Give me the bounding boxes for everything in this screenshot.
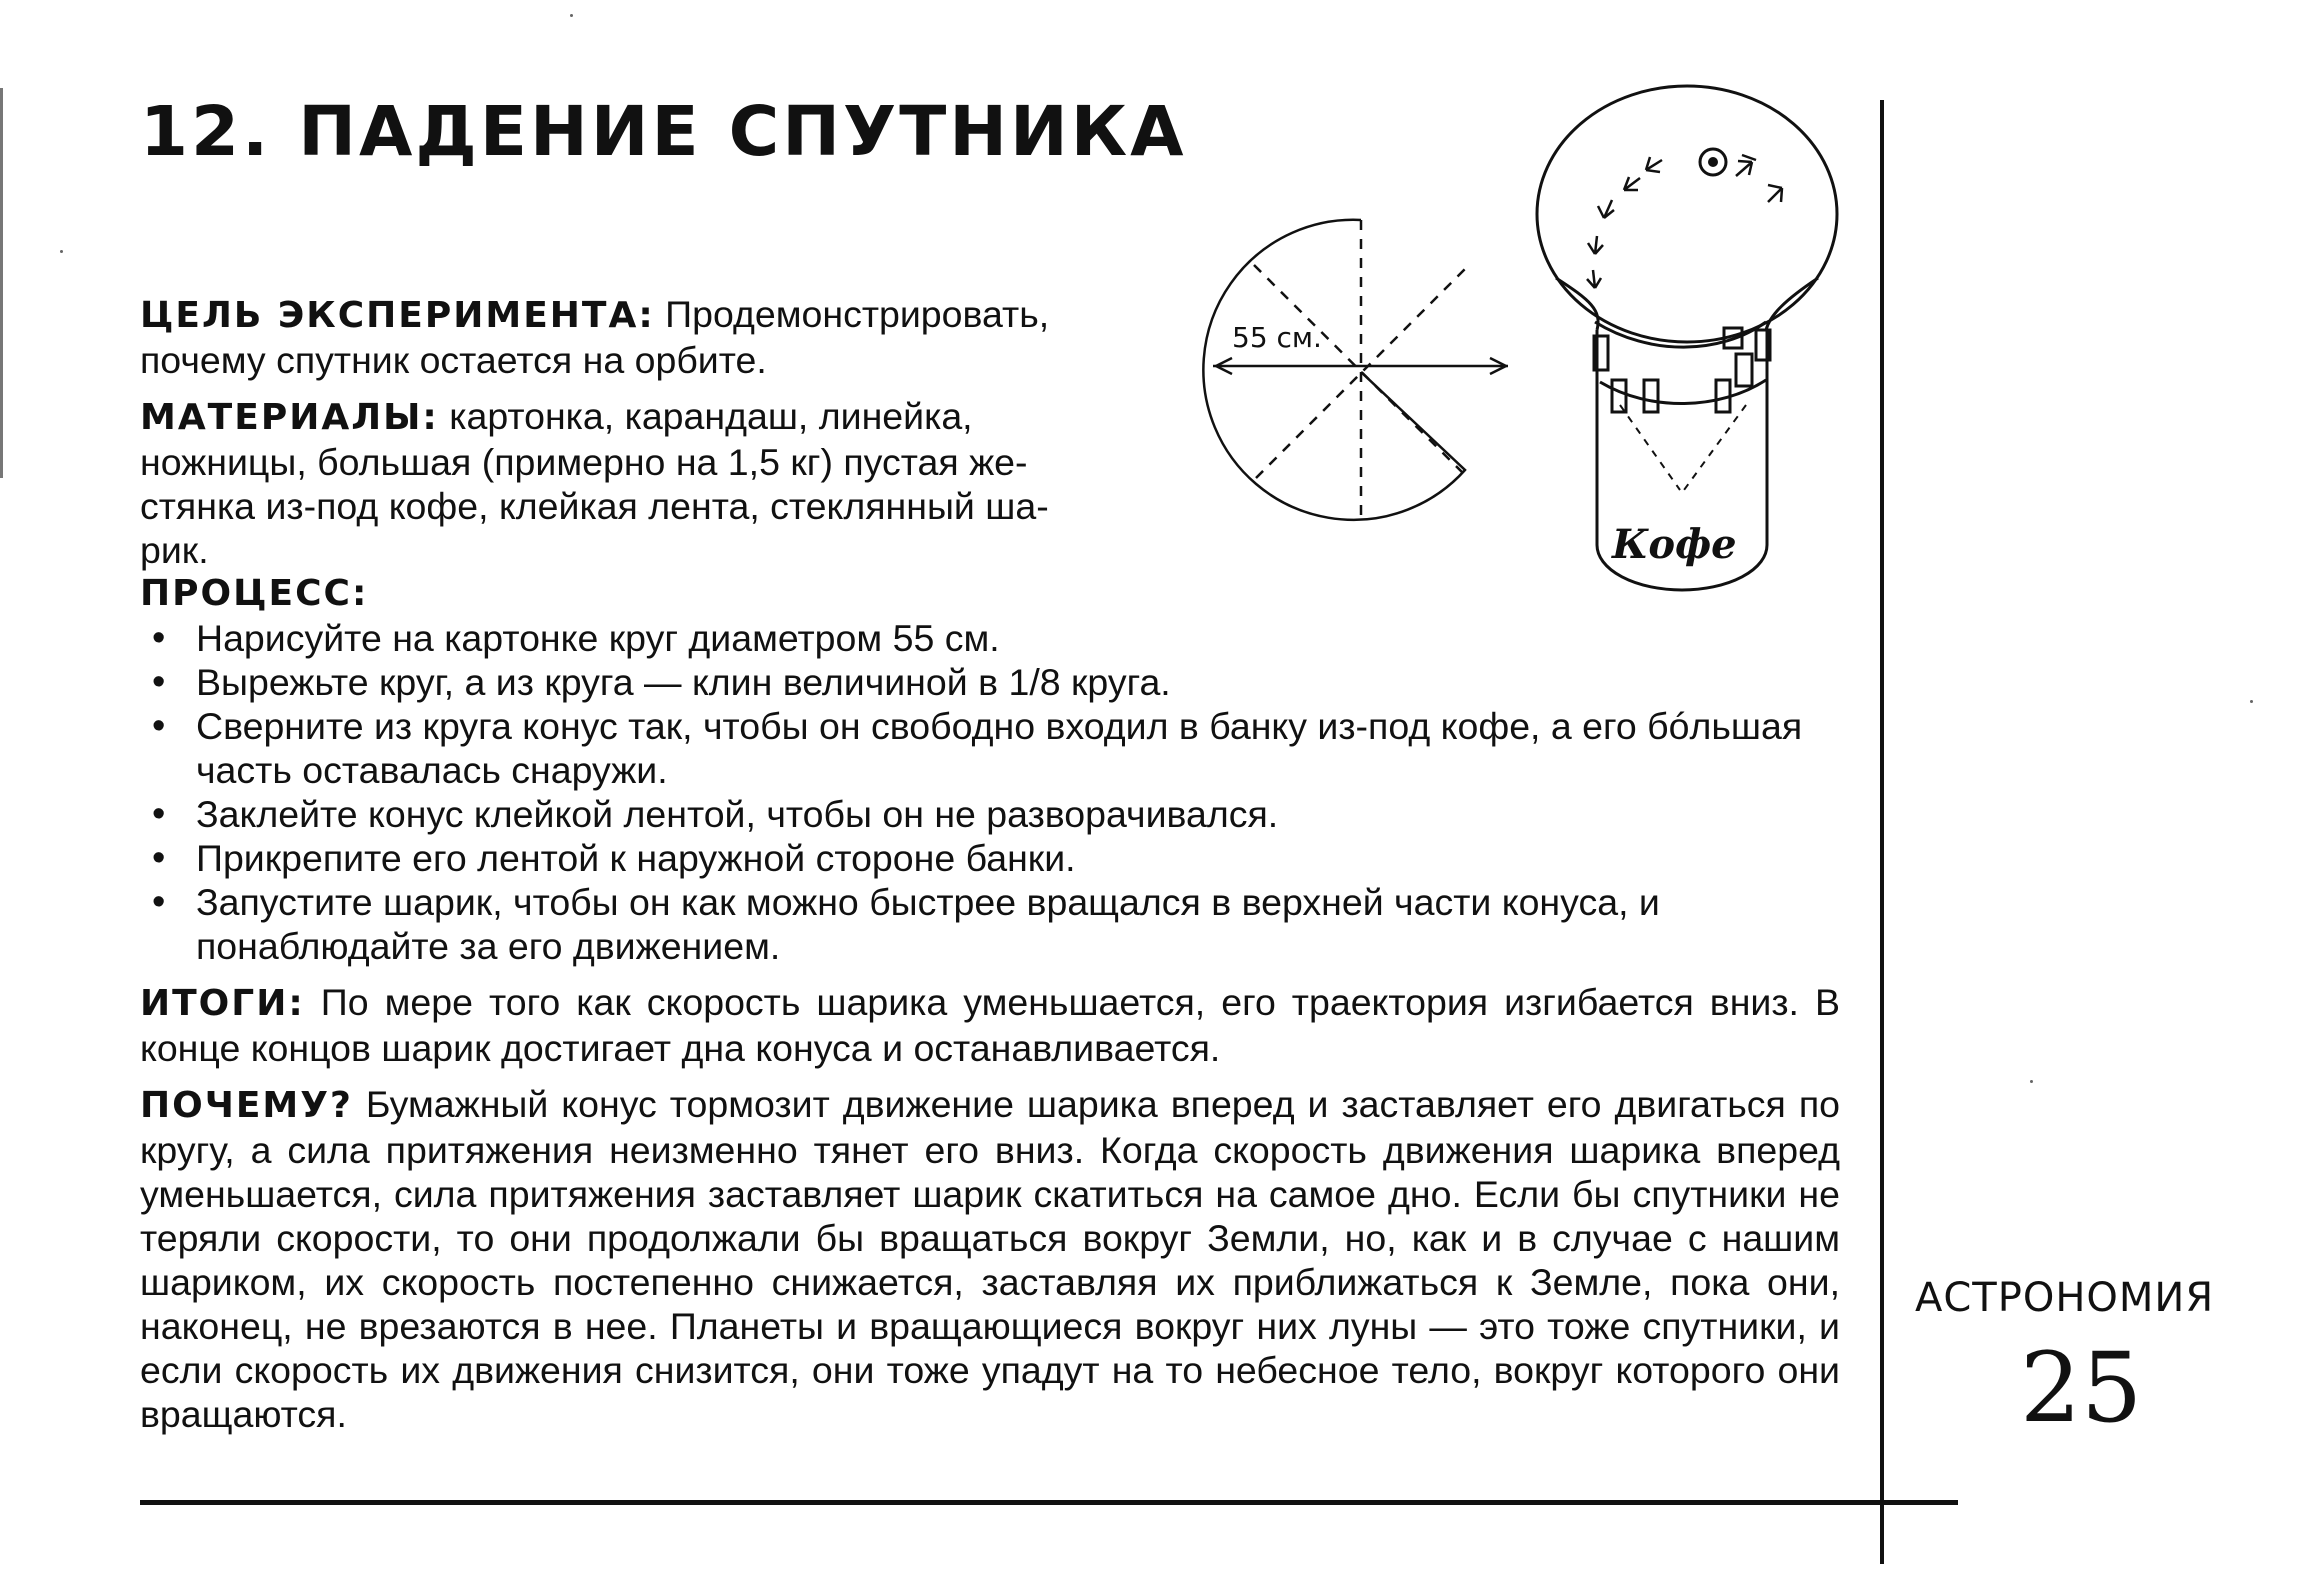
goal-heading: ЦЕЛЬ ЭКСПЕРИМЕНТА: (140, 295, 655, 336)
scan-speck (570, 14, 573, 17)
bottom-rule (140, 1500, 1958, 1505)
page-title: 12. ПАДЕНИЕ СПУТНИКА (140, 92, 1187, 172)
process-step: • Нарисуйте на картонке круг диаметром 55 см. (140, 616, 1840, 660)
circle-outline-with-wedge (1203, 220, 1465, 520)
results-heading: ИТОГИ: (140, 983, 305, 1024)
vertical-rule (1880, 100, 1884, 1564)
scan-speck (60, 250, 63, 253)
materials-text-line2: ножницы, большая (примерно на 1,5 кг) пустая же- (140, 441, 1028, 483)
process-step: • Запустите шарик, чтобы он как можно быстрее вращался в верхней части конуса, и понаблюдайте за его движением. (140, 880, 1840, 968)
process-step: • Вырежьте круг, а из круга — клин величиной в 1/8 круга. (140, 660, 1840, 704)
materials-heading: МАТЕРИАЛЫ: (140, 397, 439, 438)
why-text: Бумажный конус тормозит движение шарика вперед и заставляет его двигаться по кругу, а сила притяжения неизменно тянет его вниз. Когда скорость движения шарика вперед уменьшается, сила притяжения заставляет шарик скатиться на самое дно. Если бы спутники не теряли скорости, то они продолжали бы вращаться вокруг Земли, но, как и в случае с нашим шариком, их скорость постепенно снижается, заставляя их приближаться к Земле, пока они, наконец, не врезаются в нее. Планеты и вращающиеся вокруг них луны — это тоже спутники, и если скорость их движения снизится, они тоже упадут на то небесное тело, вокруг которого они вращаются. (140, 1083, 1840, 1435)
section-name: АСТРОНОМИЯ (1915, 1275, 2215, 1321)
results-text: По мере того как скорость шарика уменьшается, его траектория изгибается вниз. В конце концов шарик достигает дна конуса и останавливается. (140, 981, 1840, 1069)
process-heading: ПРОЦЕСС: (140, 573, 369, 614)
coffee-can-diagram (1537, 86, 1837, 590)
scan-speck (2030, 1080, 2033, 1083)
page-number: 25 (2020, 1332, 2143, 1444)
left-margin-line (0, 88, 3, 478)
cone-top-rim (1537, 86, 1837, 342)
process-step: • Сверните из круга конус так, чтобы он свободно входил в банку из-под кофе, а его бóльшая часть оставалась снаружи. (140, 704, 1840, 792)
why-heading: ПОЧЕМУ? (140, 1085, 353, 1126)
materials-text-line1: картонка, карандаш, линейка, (449, 395, 973, 437)
materials-text-line3: стянка из-под кофе, клейкая лента, стеклянный ша- (140, 485, 1049, 527)
process-step: • Заклейте конус клейкой лентой, чтобы он не разворачивался. (140, 792, 1840, 836)
goal-text-line2: почему спутник остается на орбите. (140, 339, 767, 381)
radius-label: 55 см. (1232, 321, 1322, 354)
cone-inner-dash-left (1620, 405, 1680, 490)
cone-inner-dash-right (1684, 405, 1746, 490)
cut-circle-diagram (1203, 220, 1508, 520)
materials-text-line4: рик. (140, 529, 209, 571)
scan-speck (2250, 700, 2253, 703)
can-label: Кофе (1612, 521, 1737, 568)
process-step: • Прикрепите его лентой к наружной стороне банки. (140, 836, 1840, 880)
goal-text-line1: Продемонстрировать, (665, 293, 1050, 335)
